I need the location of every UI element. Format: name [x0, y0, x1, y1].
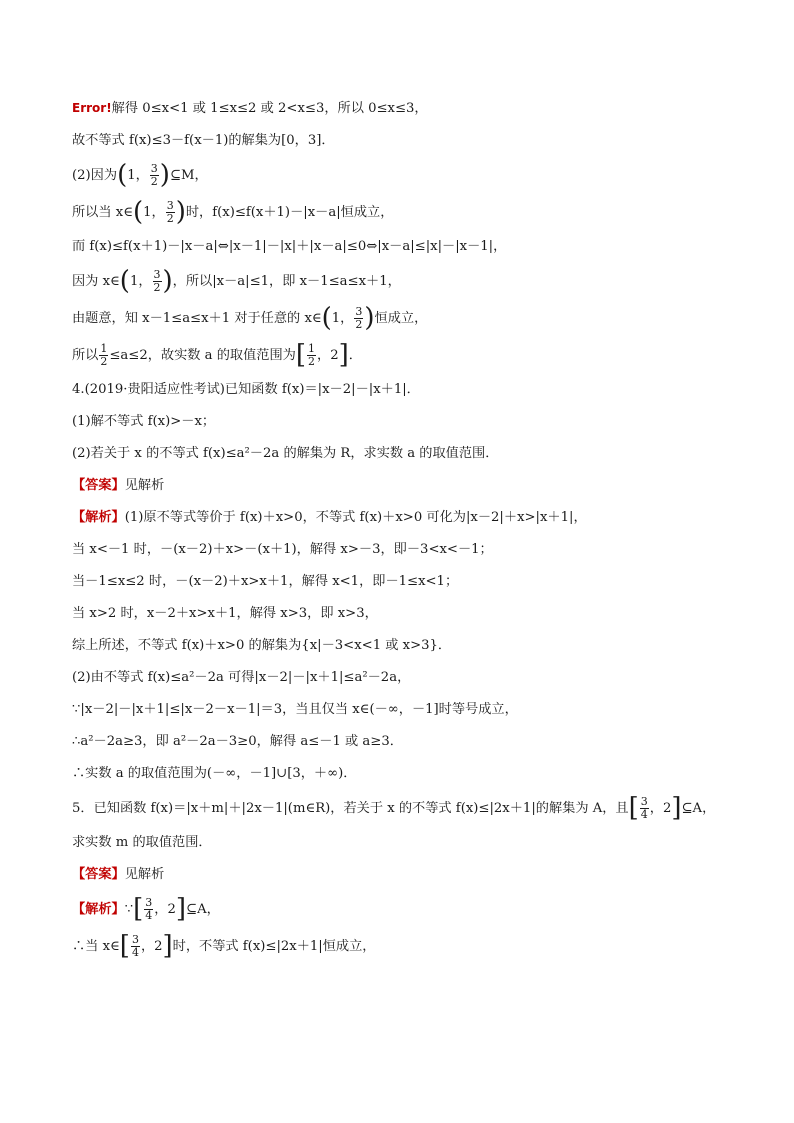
question-5-title: 5．已知函数 f(x)＝|x＋m|＋|2x－1|(m∈R)，若关于 x 的不等式 f(x)≤|2x＋1|的解集为 A，且[ $\frac{3}{4}$ ，2]⊆A，	[72, 793, 716, 823]
analysis-line-4: 当 x>2 时，x－2＋x>x＋1，解得 x>3，即 x>3，	[72, 606, 378, 621]
analysis-line-3: 当－1≤x≤2 时，－(x－2)＋x>x＋1，解得 x<1，即－1≤x<1；	[72, 574, 459, 589]
analysis-line-7: ∵|x－2|－|x＋1|≤|x－2－x－1|＝3，当且仅当 x∈(－∞，－1]时等号成立，	[72, 702, 518, 717]
fraction-one-half: $\frac{1}{2}$	[308, 342, 316, 368]
solution-line-7: 由题意，知 x－1≤a≤x＋1 对于任意的 x∈(1， $\frac{3}{2}$ )恒成立，	[72, 303, 428, 333]
q5-analysis-line-2: ∴当 x∈[ $\frac{3}{4}$ ，2]时，不等式 f(x)≤|2x＋1|恒成立，	[72, 931, 376, 961]
analysis-line-1: 【解析】(1)原不等式等价于 f(x)＋x>0，不等式 f(x)＋x>0 可化为|x－2|＋x>|x＋1|，	[72, 510, 587, 525]
fraction-three-halves: $\frac{3}{2}$	[166, 199, 174, 225]
answer-line-5: 【答案】见解析	[72, 867, 165, 882]
solution-line-3: (2)因为(1， $\frac{3}{2}$ )⊆M，	[72, 160, 208, 190]
question-4-part-1: (1)解不等式 f(x)>－x；	[72, 414, 216, 429]
question-4-title: 4.(2019·贵阳适应性考试)已知函数 f(x)＝|x－2|－|x＋1|．	[72, 382, 420, 397]
analysis-line-9: ∴实数 a 的取值范围为(－∞，－1]∪[3，＋∞)．	[72, 766, 357, 781]
fraction-three-quarters: $\frac{3}{4}$	[131, 933, 139, 959]
solution-line-2: 故不等式 f(x)≤3－f(x－1)的解集为[0，3]．	[72, 133, 335, 148]
error-marker: Error!	[72, 101, 112, 115]
fraction-three-halves: $\frac{3}{2}$	[153, 268, 161, 294]
fraction-three-halves: $\frac{3}{2}$	[355, 305, 363, 331]
analysis-line-8: ∴a²－2a≥3，即 a²－2a－3≥0，解得 a≤－1 或 a≥3．	[72, 734, 403, 749]
analysis-line-2: 当 x<－1 时，－(x－2)＋x>－(x＋1)，解得 x>－3，即－3<x<－1；	[72, 542, 493, 557]
answer-line: 【答案】见解析	[72, 478, 165, 493]
solution-line-6: 因为 x∈(1， $\frac{3}{2}$ )，所以|x－a|≤1，即 x－1≤a≤x＋1，	[72, 266, 401, 296]
document-page	[72, 98, 752, 959]
question-4-part-2: (2)若关于 x 的不等式 f(x)≤a²－2a 的解集为 R，求实数 a 的取值范围．	[72, 446, 499, 461]
answer-tag: 【答案】	[72, 867, 125, 882]
fraction-three-quarters: $\frac{3}{4}$	[640, 795, 648, 821]
answer-tag: 【答案】	[72, 478, 125, 493]
solution-line-4: 所以当 x∈(1， $\frac{3}{2}$ )时，f(x)≤f(x＋1)－|x－a|恒成立，	[72, 197, 394, 227]
solution-line-1: Error!解得 0≤x<1 或 1≤x≤2 或 2<x≤3，所以 0≤x≤3，	[72, 101, 428, 116]
analysis-line-5: 综上所述，不等式 f(x)＋x>0 的解集为{x|－3<x<1 或 x>3}．	[72, 638, 452, 653]
analysis-tag: 【解析】	[72, 510, 125, 525]
fraction-three-halves: $\frac{3}{2}$	[150, 162, 158, 188]
fraction-one-half: $\frac{1}{2}$	[100, 342, 108, 368]
analysis-tag: 【解析】	[72, 902, 125, 917]
q5-analysis-line-1: 【解析】∵[ $\frac{3}{4}$ ，2]⊆A，	[72, 894, 220, 924]
analysis-line-6: (2)由不等式 f(x)≤a²－2a 可得|x－2|－|x＋1|≤a²－2a，	[72, 670, 411, 685]
solution-line-8: 所以 $\frac{1}{2}$ ≤a≤2，故实数 a 的取值范围为[ $\frac{1}{2}$ ，2]．	[72, 340, 362, 370]
solution-line-5: 而 f(x)≤f(x＋1)－|x－a|⇔|x－1|－|x|＋|x－a|≤0⇔|x－a|≤|x|－|x－1|，	[72, 239, 507, 254]
fraction-three-quarters: $\frac{3}{4}$	[145, 896, 153, 922]
question-5-line-2: 求实数 m 的取值范围．	[72, 835, 212, 850]
